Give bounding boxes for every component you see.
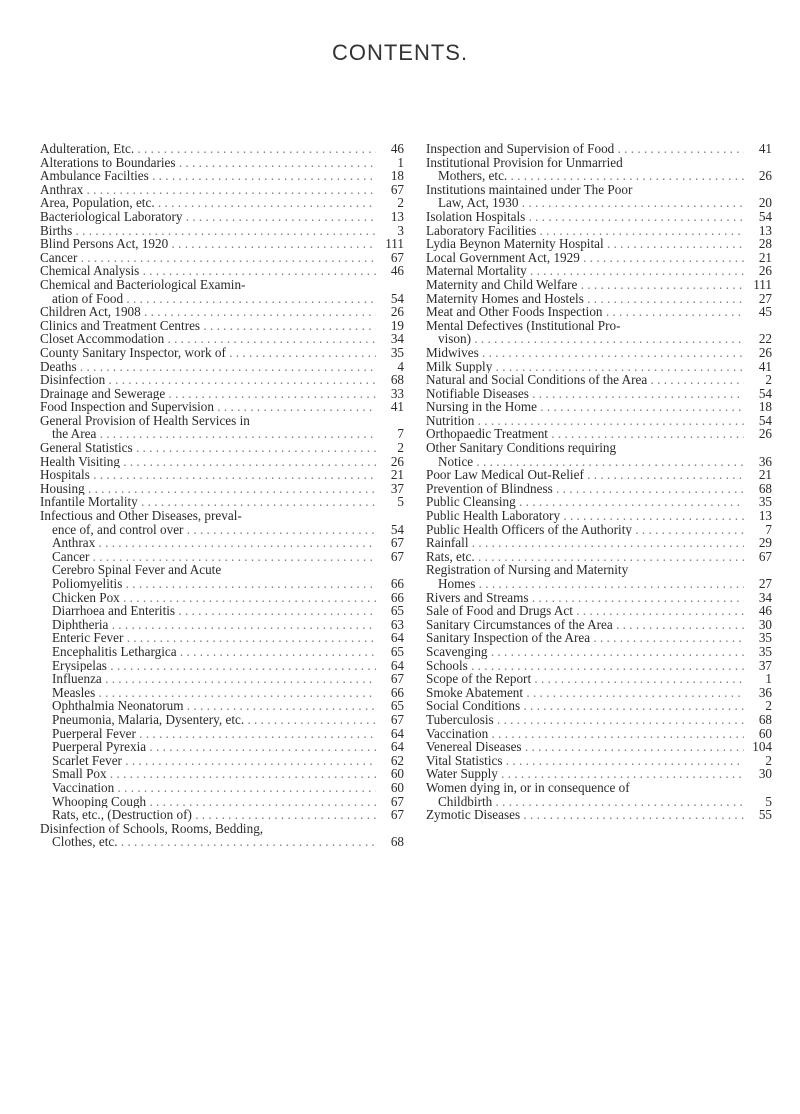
contents-entry [40,468,404,482]
contents-entry [426,251,772,265]
entry-title: Ambulance Facilties . . . [40,169,376,183]
entry-page-number: 29 [758,535,772,551]
entry-title: Rainfall . . . [426,536,744,550]
contents-entry [426,292,772,306]
entry-page-number: 36 [758,453,772,469]
entry-title: Blind Persons Act, 1920 . . . [40,237,376,251]
contents-entry [40,387,404,401]
entry-title: Encephalitis Lethargica . . . [40,645,376,659]
entry-title: Cerebro Spinal Fever and Acute [52,562,222,578]
entry-page-number: 64 [390,630,404,646]
contents-entry [40,591,404,605]
contents-entry [40,251,404,265]
entry-page-number: 68 [390,834,404,850]
entry-page-number: 20 [758,195,772,211]
entry-page-number: 27 [758,290,772,306]
entry-title: Erysipelas . . . [40,659,376,673]
entry-page-number: 18 [758,399,772,415]
contents-entry [426,795,772,809]
contents-entry [40,427,404,441]
contents-entry [40,727,404,741]
entry-title: Scarlet Fever . . . [40,754,376,768]
entry-title: Chicken Pox . . . [40,591,376,605]
page-title: CONTENTS. [331,40,469,65]
entry-page-number: 67 [390,249,404,265]
contents-entry [426,360,772,374]
entry-title: Lydia Beynon Maternity Hospital . . . [426,237,744,251]
entry-page-number: 34 [758,589,772,605]
entry-title: Inspection and Supervision of Food . . . [426,142,744,156]
entry-page-number: 67 [390,548,404,564]
entry-title: Measles . . . [40,686,376,700]
contents-entry [40,631,404,645]
entry-page-number: 41 [758,358,772,374]
contents-entry [40,754,404,768]
contents-entry [426,278,772,292]
entry-title: Rats, etc., (Destruction of) . . . [40,808,376,822]
entry-page-number: 26 [390,453,404,469]
entry-page-number: 30 [758,616,772,632]
entry-title: Laboratory Facilities . . . [426,224,744,238]
entry-title: Rats, etc. . . . [426,550,744,564]
entry-title: Diphtheria . . . [40,618,376,632]
entry-title: Sale of Food and Drugs Act . . . [426,604,744,618]
entry-title: Public Health Officers of the Authority . . . [426,523,744,537]
contents-entry [426,319,772,333]
contents-entry [426,563,772,577]
entry-page-number: 5 [765,793,772,809]
contents-entry [426,550,772,564]
entry-page-number: 67 [390,807,404,823]
entry-page-number: 35 [758,494,772,510]
entry-title: Clothes, etc. . . . [40,835,376,849]
entry-page-number: 67 [390,671,404,687]
entry-page-number: 60 [390,779,404,795]
contents-entry [426,577,772,591]
contents-entry [426,591,772,605]
entry-title: Cancer . . . [40,251,376,265]
entry-title: General Provision of Health Services in [40,412,250,428]
contents-entry [426,509,772,523]
entry-page-number: 22 [758,331,772,347]
entry-page-number: 4 [397,358,404,374]
entry-page-number: 111 [753,276,772,292]
contents-entry [40,550,404,564]
entry-page-number: 67 [758,548,772,564]
entry-title: Scavenging . . . [426,645,744,659]
entry-title: Institutional Provision for Unmarried [426,154,623,170]
entry-title: Diarrhoea and Enteritis . . . [40,604,376,618]
contents-entry [426,237,772,251]
entry-title: Chemical Analysis . . . [40,264,376,278]
entry-title: Maternal Mortality . . . [426,264,744,278]
contents-entry [40,441,404,455]
entry-title: Whooping Cough . . . [40,795,376,809]
contents-entry [426,645,772,659]
entry-page-number: 21 [758,467,772,483]
entry-title: Closet Accommodation . . . [40,332,376,346]
entry-page-number: 54 [390,290,404,306]
entry-page-number: 67 [390,711,404,727]
entry-title: Zymotic Diseases . . . [426,808,744,822]
entry-title: Maternity Homes and Hostels . . . [426,292,744,306]
entry-page-number: 28 [758,236,772,252]
contents-entry [426,740,772,754]
contents-entry [40,509,404,523]
contents-entry [426,618,772,632]
contents-entry [426,659,772,673]
contents-entry [426,183,772,197]
entry-title: Health Visiting . . . [40,455,376,469]
entry-title: Infantile Mortality . . . [40,495,376,509]
contents-entry [426,224,772,238]
entry-page-number: 68 [758,711,772,727]
contents-entry [426,523,772,537]
contents-entry [426,672,772,686]
entry-title: vison) . . . [426,332,744,346]
contents-entry [40,169,404,183]
entry-title: Cancer . . . [40,550,376,564]
contents-entry [426,455,772,469]
contents-entry [40,305,404,319]
contents-entry [426,441,772,455]
contents-entry [426,156,772,170]
entry-page-number: 1 [765,671,772,687]
entry-title: Deaths . . . [40,360,376,374]
entry-page-number: 27 [758,576,772,591]
entry-page-number: 55 [758,807,772,823]
entry-title: Poliomyelitis . . . [40,577,376,591]
entry-title: Maternity and Child Welfare . . . [426,278,744,292]
entry-page-number: 46 [758,603,772,619]
contents-entry [40,536,404,550]
entry-title: Smoke Abatement . . . [426,686,744,700]
entry-page-number: 18 [390,168,404,184]
entry-title: Scope of the Report . . . [426,672,744,686]
entry-page-number: 7 [397,426,404,442]
entry-page-number: 5 [397,494,404,510]
entry-title: Vital Statistics . . . [426,754,744,768]
entry-page-number: 2 [765,372,772,388]
contents-entry [40,414,404,428]
entry-title: Homes . . . [426,577,744,591]
contents-entry [40,156,404,170]
contents-entry [426,468,772,482]
entry-page-number: 68 [758,480,772,496]
entry-title: General Statistics . . . [40,441,376,455]
entry-title: Orthopaedic Treatment . . . [426,427,744,441]
entry-title: Women dying in, or in consequence of [426,779,630,795]
entry-page-number: 30 [758,766,772,782]
entry-title: Schools . . . [426,659,744,673]
contents-entry [426,699,772,713]
entry-page-number: 26 [758,426,772,442]
entry-page-number: 37 [390,480,404,496]
entry-title: Meat and Other Foods Inspection . . . [426,305,744,319]
entry-title: Mental Defectives (Institutional Pro- [426,317,621,333]
entry-page-number: 46 [390,141,404,156]
entry-title: County Sanitary Inspector, work of . . . [40,346,376,360]
contents-entry [426,142,772,156]
entry-title: Hospitals . . . [40,468,376,482]
entry-title: Mothers, etc. . . . [426,169,744,183]
contents-entry [426,305,772,319]
entry-page-number: 2 [765,698,772,714]
contents-entry [40,618,404,632]
entry-page-number: 7 [765,521,772,537]
entry-page-number: 60 [758,725,772,741]
entry-page-number: 26 [390,304,404,320]
entry-page-number: 66 [390,684,404,700]
contents-entry [40,183,404,197]
entry-title: Other Sanitary Conditions requiring [426,440,617,456]
entry-title: Alterations to Boundaries . . . [40,156,376,170]
entry-page-number: 46 [390,263,404,279]
contents-entry [426,373,772,387]
entry-page-number: 54 [758,385,772,401]
contents-entry [426,713,772,727]
entry-page-number: 34 [390,331,404,347]
entry-title: Influenza . . . [40,672,376,686]
entry-title: Poor Law Medical Out-Relief . . . [426,468,744,482]
contents-entry [40,346,404,360]
entry-page-number: 2 [397,195,404,211]
entry-title: Water Supply . . . [426,767,744,781]
entry-title: Children Act, 1908 . . . [40,305,376,319]
entry-title: Housing . . . [40,482,376,496]
contents-entry [426,210,772,224]
contents-entry [40,808,404,822]
entry-title: Milk Supply . . . [426,360,744,374]
entry-page-number: 65 [390,698,404,714]
entry-title: Childbirth . . . [426,795,744,809]
contents-entry [426,781,772,795]
entry-title: Disinfection . . . [40,373,376,387]
entry-page-number: 1 [397,154,404,170]
entry-title: Prevention of Blindness . . . [426,482,744,496]
entry-title: Drainage and Sewerage . . . [40,387,376,401]
contents-entry [40,604,404,618]
entry-title: Anthrax . . . [40,183,376,197]
contents-entry [426,332,772,346]
entry-page-number: 36 [758,684,772,700]
contents-entry [426,631,772,645]
entry-page-number: 35 [758,643,772,659]
entry-page-number: 2 [765,752,772,768]
entry-title: Natural and Social Conditions of the Area . . . [426,373,744,387]
entry-page-number: 66 [390,589,404,605]
entry-title: Puerperal Pyrexia . . . [40,740,376,754]
entry-page-number: 67 [390,181,404,197]
entry-title: Area, Population, etc. . . . [40,196,376,210]
contents-entry [426,264,772,278]
contents-entry [426,808,772,822]
entry-page-number: 104 [752,739,772,755]
entry-title: Vaccination . . . [40,781,376,795]
entry-page-number: 63 [390,616,404,632]
entry-page-number: 62 [390,752,404,768]
contents-entry [40,740,404,754]
entry-page-number: 111 [385,236,404,252]
contents-entry [40,482,404,496]
entry-title: Vaccination . . . [426,727,744,741]
entry-page-number: 19 [390,317,404,333]
entry-title: Pneumonia, Malaria, Dysentery, etc. . . . [40,713,376,727]
entry-title: Venereal Diseases . . . [426,740,744,754]
contents-entry [40,795,404,809]
contents-entry [40,523,404,537]
entry-page-number: 45 [758,304,772,320]
contents-entry [426,427,772,441]
contents-entry [40,495,404,509]
contents-entry [40,237,404,251]
contents-entry [426,196,772,210]
entry-page-number: 64 [390,657,404,673]
entry-title: Rivers and Streams . . . [426,591,744,605]
contents-entry [40,292,404,306]
entry-page-number: 67 [390,793,404,809]
entry-page-number: 64 [390,725,404,741]
entry-page-number: 2 [397,440,404,456]
entry-title: Local Government Act, 1929 . . . [426,251,744,265]
contents-entry [40,699,404,713]
contents-entry [40,672,404,686]
entry-title: Registration of Nursing and Maternity [426,562,629,578]
contents-entry [426,536,772,550]
entry-page-number: 13 [758,508,772,524]
contents-entry [40,577,404,591]
entry-page-number: 54 [390,521,404,537]
entry-page-number: 41 [758,141,772,156]
entry-page-number: 21 [390,467,404,483]
contents-entry [40,835,404,849]
entry-page-number: 65 [390,643,404,659]
entry-page-number: 26 [758,344,772,360]
contents-entry [40,767,404,781]
entry-title: Clinics and Treatment Centres . . . [40,319,376,333]
contents-entry [426,414,772,428]
entry-page-number: 3 [397,222,404,238]
entry-page-number: 26 [758,263,772,279]
entry-title: Food Inspection and Supervision . . . [40,400,376,414]
contents-entry [40,822,404,836]
entry-title: Sanitary Inspection of the Area . . . [426,631,744,645]
contents-entry [40,224,404,238]
entry-page-number: 33 [390,385,404,401]
contents-column-left [40,142,404,849]
entry-title: ence of, and control over . . . [40,523,376,537]
contents-entry [40,563,404,577]
contents-entry [40,781,404,795]
contents-entry [426,400,772,414]
contents-entry [40,196,404,210]
contents-entry [40,210,404,224]
entry-title: Adulteration, Etc. . . . [40,142,376,156]
contents-entry [426,387,772,401]
entry-title: Infectious and Other Diseases, preval- [40,508,242,524]
entry-page-number: 35 [390,344,404,360]
contents-entry [40,360,404,374]
contents-entry [40,278,404,292]
contents-entry [426,482,772,496]
entry-title: Isolation Hospitals . . . [426,210,744,224]
contents-entry [40,400,404,414]
contents-entry [40,455,404,469]
entry-page-number: 54 [758,208,772,224]
entry-page-number: 60 [390,766,404,782]
contents-entry [40,373,404,387]
entry-page-number: 13 [390,208,404,224]
contents-entry [426,767,772,781]
entry-title: Notice . . . [426,455,744,469]
entry-title: Births . . . [40,224,376,238]
entry-page-number: 13 [758,222,772,238]
contents-entry [426,727,772,741]
entry-page-number: 54 [758,412,772,428]
contents-entry [426,686,772,700]
entry-title: Anthrax . . . [40,536,376,550]
entry-page-number: 26 [758,168,772,184]
entry-title: Law, Act, 1930 . . . [426,196,744,210]
entry-page-number: 21 [758,249,772,265]
entry-page-number: 41 [390,399,404,415]
entry-title: Social Conditions . . . [426,699,744,713]
contents-entry [426,495,772,509]
entry-title: Bacteriological Laboratory . . . [40,210,376,224]
contents-entry [426,169,772,183]
entry-page-number: 65 [390,603,404,619]
entry-title: Institutions maintained under The Poor [426,181,633,197]
contents-entry [426,346,772,360]
entry-title: Nutrition . . . [426,414,744,428]
entry-title: Small Pox . . . [40,767,376,781]
contents-entry [40,686,404,700]
entry-title: ation of Food . . . [40,292,376,306]
contents-entry [40,645,404,659]
contents-entry [40,319,404,333]
entry-title: Puerperal Fever . . . [40,727,376,741]
entry-title: Public Health Laboratory . . . [426,509,744,523]
entry-title: Tuberculosis . . . [426,713,744,727]
contents-column-right [426,142,772,822]
contents-entry [40,142,404,156]
entry-page-number: 64 [390,739,404,755]
entry-title: Nursing in the Home . . . [426,400,744,414]
entry-title: Notifiable Diseases . . . [426,387,744,401]
entry-title: Chemical and Bacteriological Examin- [40,276,246,292]
entry-page-number: 66 [390,576,404,591]
entry-page-number: 37 [758,657,772,673]
contents-entry [40,659,404,673]
entry-title: Enteric Fever . . . [40,631,376,645]
entry-page-number: 35 [758,630,772,646]
contents-entry [40,264,404,278]
entry-title: Midwives . . . [426,346,744,360]
entry-title: the Area . . . [40,427,376,441]
entry-title: Public Cleansing . . . [426,495,744,509]
entry-title: Sanitary Circumstances of the Area . . . [426,618,744,632]
contents-entry [426,754,772,768]
entry-title: Ophthalmia Neonatorum . . . [40,699,376,713]
entry-page-number: 67 [390,535,404,551]
entry-title: Disinfection of Schools, Rooms, Bedding, [40,820,264,836]
contents-entry [40,332,404,346]
contents-entry [40,713,404,727]
contents-entry [426,604,772,618]
entry-page-number: 68 [390,372,404,388]
